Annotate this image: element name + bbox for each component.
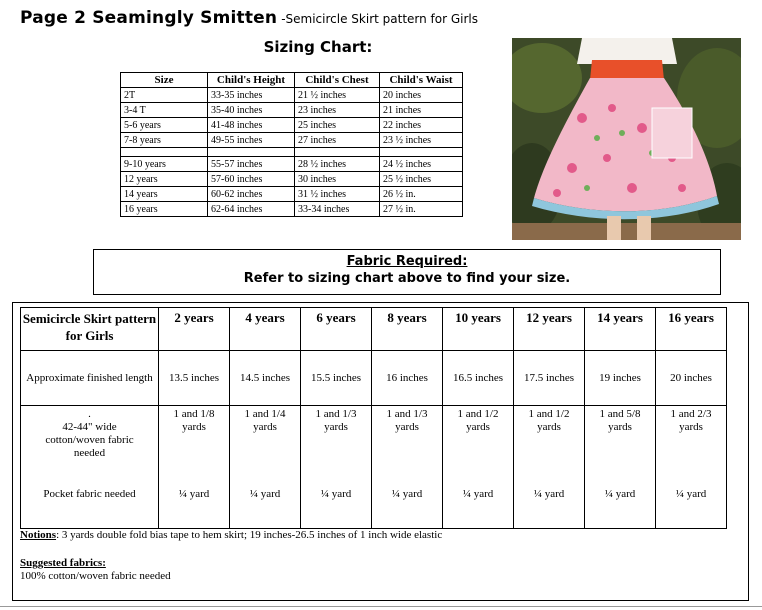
fabric-required-title: Fabric Required: bbox=[346, 254, 468, 269]
length-row bbox=[21, 351, 727, 406]
table-cell: 41-48 inches bbox=[208, 118, 295, 133]
table-cell: 14 years bbox=[121, 187, 208, 202]
skirt-illustration bbox=[512, 38, 741, 240]
table-cell: 31 ½ inches bbox=[295, 187, 380, 202]
length-cell: 13.5 inches bbox=[159, 351, 230, 406]
corner-label: Semicircle Skirt pattern for Girls bbox=[21, 308, 159, 351]
table-cell: 7-8 years bbox=[121, 133, 208, 148]
table-row bbox=[121, 103, 463, 118]
table-cell: 9-10 years bbox=[121, 157, 208, 172]
table-cell: 27 ½ in. bbox=[380, 202, 463, 217]
length-cell: 16.5 inches bbox=[443, 351, 514, 406]
fabric-amount: 1 and 1/8 yards bbox=[173, 408, 215, 433]
length-cell: 15.5 inches bbox=[301, 351, 372, 406]
size-header: 14 years bbox=[585, 308, 656, 351]
table-cell: 16 years bbox=[121, 202, 208, 217]
pocket-amount: ¼ yard bbox=[320, 488, 352, 500]
fabric-amount: 1 and 1/3 yards bbox=[315, 408, 357, 433]
table-cell: 5-6 years bbox=[121, 118, 208, 133]
table-cell: 22 inches bbox=[380, 118, 463, 133]
fabric-label: 42-44" wide cotton/woven fabric needed bbox=[45, 421, 134, 459]
table-row bbox=[121, 157, 463, 172]
table-cell: 25 inches bbox=[295, 118, 380, 133]
fabric-label-dot: . bbox=[88, 408, 91, 420]
table-cell: 27 inches bbox=[295, 133, 380, 148]
fabric-row bbox=[21, 406, 727, 529]
suggested-text: 100% cotton/woven fabric needed bbox=[20, 570, 171, 582]
length-cell: 16 inches bbox=[372, 351, 443, 406]
fabric-amount: 1 and 1/4 yards bbox=[244, 408, 286, 433]
fabric-header-row bbox=[21, 308, 727, 351]
pocket-amount: ¼ yard bbox=[675, 488, 707, 500]
size-header: 12 years bbox=[514, 308, 585, 351]
fabric-amount-cell bbox=[585, 406, 656, 529]
fabric-amount-cell bbox=[230, 406, 301, 529]
table-cell: 62-64 inches bbox=[208, 202, 295, 217]
suggested-fabrics bbox=[20, 557, 171, 583]
table-cell: 12 years bbox=[121, 172, 208, 187]
table-cell: 55-57 inches bbox=[208, 157, 295, 172]
fabric-table bbox=[20, 307, 727, 529]
size-header: 6 years bbox=[301, 308, 372, 351]
table-cell: 28 ½ inches bbox=[295, 157, 380, 172]
column-header: Child's Height bbox=[208, 73, 295, 88]
table-row bbox=[121, 172, 463, 187]
fabric-amount: 1 and 1/3 yards bbox=[386, 408, 428, 433]
notions-line bbox=[20, 529, 442, 541]
brand-title: Page 2 Seamingly Smitten bbox=[20, 8, 278, 28]
table-gap-row bbox=[121, 148, 463, 157]
table-cell: 30 inches bbox=[295, 172, 380, 187]
table-cell: 21 inches bbox=[380, 103, 463, 118]
table-cell: 60-62 inches bbox=[208, 187, 295, 202]
fabric-amount-cell bbox=[301, 406, 372, 529]
skirt-photo bbox=[512, 38, 741, 240]
table-cell: 25 ½ inches bbox=[380, 172, 463, 187]
notions-text: : 3 yards double fold bias tape to hem skirt; 19 inches-26.5 inches of 1 inch wide elastic bbox=[56, 529, 443, 541]
size-header: 16 years bbox=[656, 308, 727, 351]
pocket-label: Pocket fabric needed bbox=[43, 488, 136, 500]
table-cell: 35-40 inches bbox=[208, 103, 295, 118]
fabric-required-box bbox=[93, 249, 721, 295]
size-header: 2 years bbox=[159, 308, 230, 351]
table-row bbox=[121, 202, 463, 217]
table-cell: 21 ½ inches bbox=[295, 88, 380, 103]
table-cell: 33-35 inches bbox=[208, 88, 295, 103]
fabric-amount: 1 and 2/3 yards bbox=[670, 408, 712, 433]
fabric-amount-cell bbox=[656, 406, 727, 529]
column-header: Child's Waist bbox=[380, 73, 463, 88]
table-cell: 23 ½ inches bbox=[380, 133, 463, 148]
table-row bbox=[121, 88, 463, 103]
page-subtitle: -Semicircle Skirt pattern for Girls bbox=[281, 12, 479, 26]
length-cell: 17.5 inches bbox=[514, 351, 585, 406]
fabric-amount-cell bbox=[372, 406, 443, 529]
fabric-amount-cell bbox=[443, 406, 514, 529]
fabric-amount-cell bbox=[514, 406, 585, 529]
table-cell: 3-4 T bbox=[121, 103, 208, 118]
pocket-amount: ¼ yard bbox=[604, 488, 636, 500]
table-cell: 57-60 inches bbox=[208, 172, 295, 187]
table-cell: 26 ½ in. bbox=[380, 187, 463, 202]
size-header: 4 years bbox=[230, 308, 301, 351]
fabric-required-subtitle: Refer to sizing chart above to find your size. bbox=[243, 271, 571, 286]
suggested-label: Suggested fabrics: bbox=[20, 557, 106, 569]
table-cell: 49-55 inches bbox=[208, 133, 295, 148]
fabric-amount-cell bbox=[159, 406, 230, 529]
table-cell: 20 inches bbox=[380, 88, 463, 103]
pocket-amount: ¼ yard bbox=[533, 488, 565, 500]
table-row bbox=[121, 133, 463, 148]
pocket-amount: ¼ yard bbox=[249, 488, 281, 500]
length-cell: 19 inches bbox=[585, 351, 656, 406]
sizing-chart-title: Sizing Chart: bbox=[263, 38, 373, 56]
column-header: Size bbox=[121, 73, 208, 88]
pocket-amount: ¼ yard bbox=[462, 488, 494, 500]
table-row bbox=[121, 187, 463, 202]
table-row bbox=[121, 118, 463, 133]
table-cell: 33-34 inches bbox=[295, 202, 380, 217]
sizing-header-row bbox=[121, 73, 463, 88]
column-header: Child's Chest bbox=[295, 73, 380, 88]
fabric-label-cell bbox=[21, 406, 159, 529]
fabric-amount: 1 and 5/8 yards bbox=[599, 408, 641, 433]
table-cell: 24 ½ inches bbox=[380, 157, 463, 172]
fabric-amount: 1 and 1/2 yards bbox=[457, 408, 499, 433]
size-header: 8 years bbox=[372, 308, 443, 351]
page-bottom-rule bbox=[0, 606, 762, 607]
table-cell: 2T bbox=[121, 88, 208, 103]
size-header: 10 years bbox=[443, 308, 514, 351]
length-label: Approximate finished length bbox=[21, 351, 159, 406]
notions-label: Notions bbox=[20, 529, 57, 541]
page-header bbox=[20, 8, 478, 28]
pocket-amount: ¼ yard bbox=[178, 488, 210, 500]
fabric-amount: 1 and 1/2 yards bbox=[528, 408, 570, 433]
table-cell: 23 inches bbox=[295, 103, 380, 118]
pocket-amount: ¼ yard bbox=[391, 488, 423, 500]
sizing-chart-table bbox=[120, 72, 463, 217]
length-cell: 14.5 inches bbox=[230, 351, 301, 406]
length-cell: 20 inches bbox=[656, 351, 727, 406]
